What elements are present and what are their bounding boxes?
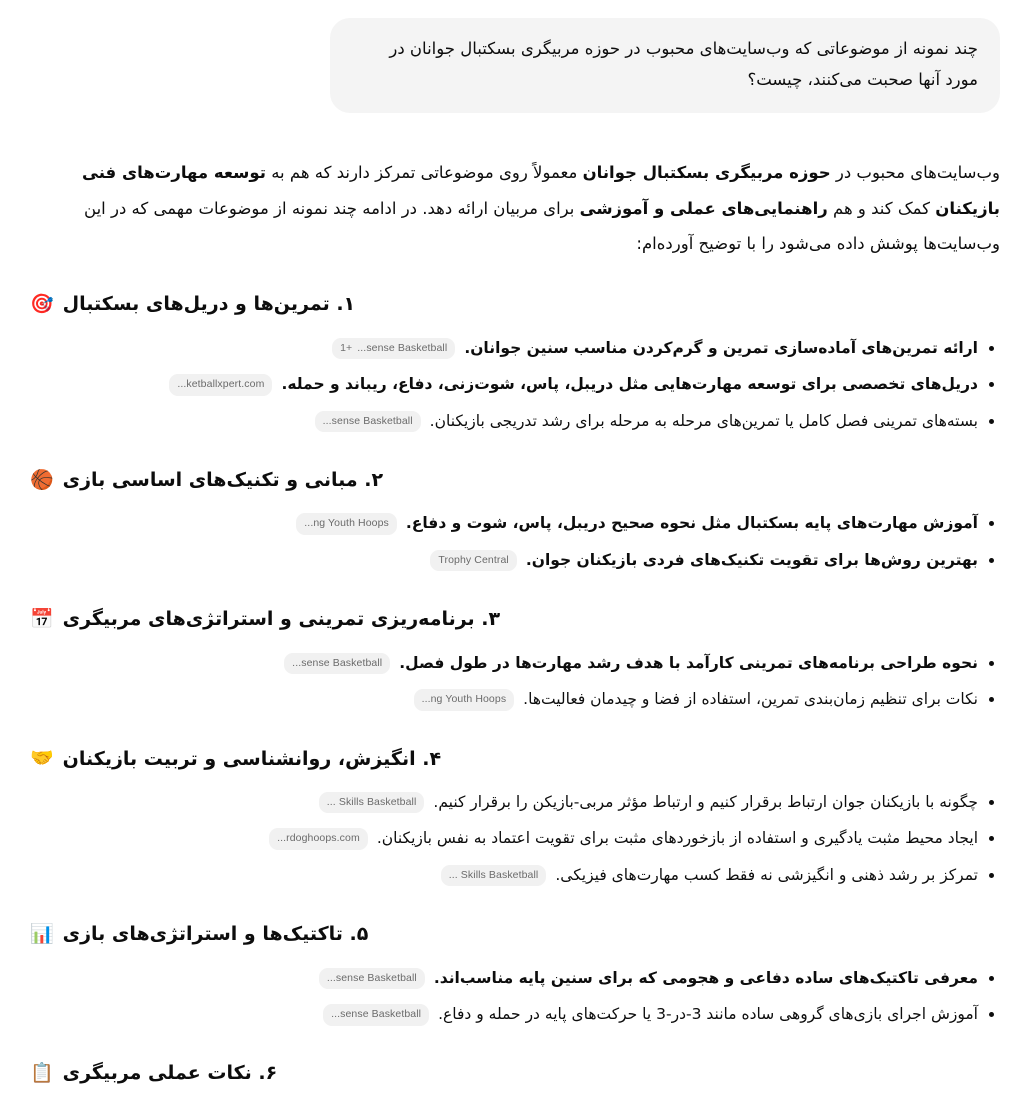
section-heading [30,1058,1000,1088]
citation-chip[interactable] [315,411,421,433]
bar-chart-emoji: 📊 [30,922,54,945]
section-heading [30,465,1000,495]
section-title-text: ۵. تاکتیک‌ها و استراتژی‌های بازی [62,923,369,946]
list-item [30,820,1000,856]
citation-chip[interactable] [323,1004,429,1026]
handshake-emoji: 🤝 [30,747,54,770]
citation-chip[interactable] [169,374,272,396]
assistant-answer [0,155,1035,1089]
list-item [30,403,1000,439]
user-message-bubble[interactable]: چند نمونه از موضوعاتی که وب‌سایت‌های محبوب در حوزه مربیگری بسکتبال جوانان در مورد آنها صحبت می‌کنند، چیست؟ [330,18,1000,113]
list-item [30,505,1000,541]
bullet-text: تمرکز بر رشد ذهنی و انگیزشی نه فقط کسب مهارت‌های فیزیکی. [555,865,978,884]
intro-part-1: وب‌سایت‌های محبوب در [830,163,1000,183]
bullet-text: چگونه با بازیکنان جوان ارتباط برقرار کنیم و ارتباط مؤثر مربی-بازیکن را برقرار کنیم. [433,792,978,811]
section-heading [30,604,1000,634]
intro-part-4: برای مربیان ارائه دهد. در ادامه چند نمونه از موضوعات مهمی که در این وب‌سایت‌ها پوشش داده می‌شود را با توضیح آورده‌ام: [84,198,1000,253]
section-heading [30,744,1000,774]
bullet-list [30,330,1000,439]
citation-source-label: ...ng Youth Hoops [304,517,389,530]
bullet-text: ارائه تمرین‌های آماده‌سازی تمرین و گرم‌کردن مناسب سنین جوانان. [464,338,978,357]
bullet-list [30,505,1000,578]
citation-chip[interactable] [319,968,425,990]
citation-chip[interactable] [332,338,455,360]
basketball-emoji: 🏀 [30,468,54,491]
bullet-text: آموزش مهارت‌های پایه بسکتبال مثل نحوه صحیح دریبل، پاس، شوت و دفاع. [405,514,978,533]
section-title-text: ۱. تمرین‌ها و دریل‌های بسکتبال [62,293,356,316]
bullet-text: آموزش اجرای بازی‌های گروهی ساده مانند 3-در-3 یا حرکت‌های پایه در حمله و دفاع. [438,1005,978,1024]
intro-part-2: معمولاً روی موضوعاتی تمرکز دارند که هم به [265,163,583,183]
bullet-list [30,645,1000,718]
list-item [30,330,1000,366]
citation-chip[interactable] [414,689,515,711]
list-item [30,857,1000,893]
bullet-text: نحوه طراحی برنامه‌های تمرینی کارآمد با هدف رشد مهارت‌ها در طول فصل. [399,653,978,672]
intro-bold-3: راهنمایی‌های عملی و آموزشی [579,198,828,218]
bullet-list [30,784,1000,893]
citation-chip[interactable] [319,792,425,814]
citation-source-label: ...sense Basketball [357,341,448,354]
list-item [30,366,1000,402]
section-heading [30,919,1000,949]
bullet-text: بسته‌های تمرینی فصل کامل یا تمرین‌های مرحله به مرحله برای رشد تدریجی بازیکنان. [429,411,978,430]
clipboard-emoji: 📋 [30,1062,54,1085]
intro-bold-2: توسعه مهارت‌های فنی بازیکنان [82,163,1000,218]
list-item [30,960,1000,996]
citation-source-label: ...ketballxpert.com [177,378,265,391]
citation-chip[interactable] [284,653,390,675]
bullet-text: بهترین روش‌ها برای تقویت تکنیک‌های فردی بازیکنان جوان. [525,550,978,569]
intro-paragraph [30,155,1000,261]
list-item [30,996,1000,1032]
calendar-emoji: 📅 [30,608,54,631]
citation-source-label: ... Skills Basketball [448,868,539,881]
citation-source-label: ...sense Basketball [326,971,417,984]
citation-source-label: ...sense Basketball [292,656,383,669]
bullet-list [30,960,1000,1033]
citation-count: 1+ [340,341,353,354]
citation-chip[interactable] [441,865,547,887]
citation-chip[interactable] [269,828,368,850]
bullet-text: دریل‌های تخصصی برای توسعه مهارت‌هایی مثل دریبل، پاس، شوت‌زنی، دفاع، ریباند و حمله. [281,375,978,394]
citation-chip[interactable] [296,513,397,535]
section-title-text: ۲. مبانی و تکنیک‌های اساسی بازی [62,469,384,492]
citation-chip[interactable] [430,550,516,572]
section-heading [30,289,1000,319]
citation-source-label: Trophy Central [438,553,509,566]
bullet-text: معرفی تاکتیک‌های ساده دفاعی و هجومی که برای سنین پایه مناسب‌اند. [433,968,978,987]
list-item [30,542,1000,578]
citation-source-label: ... Skills Basketball [326,795,417,808]
section-title-text: ۴. انگیزش، روانشناسی و تربیت بازیکنان [62,747,442,770]
section-title-text: ۶. نکات عملی مربیگری [62,1062,278,1085]
section-title-text: ۳. برنامه‌ریزی تمرینی و استراتژی‌های مربیگری [62,608,501,631]
dart-target-emoji: 🎯 [30,293,54,316]
list-item [30,645,1000,681]
citation-source-label: ...ng Youth Hoops [421,693,507,706]
citation-source-label: ...sense Basketball [331,1008,422,1021]
list-item [30,784,1000,820]
citation-source-label: ...sense Basketball [322,414,413,427]
sections-container [30,289,1000,1088]
list-item [30,681,1000,717]
intro-bold-1: حوزه مربیگری بسکتبال جوانان [582,163,831,183]
bullet-text: ایجاد محیط مثبت یادگیری و استفاده از بازخوردهای مثبت برای تقویت اعتماد به نفس بازیکنان. [376,829,978,848]
citation-source-label: ...rdoghoops.com [277,832,360,845]
user-message-row [0,0,1035,113]
bullet-text: نکات برای تنظیم زمان‌بندی تمرین، استفاده از فضا و چیدمان فعالیت‌ها. [523,690,978,709]
intro-part-3: کمک کند و هم [827,198,936,218]
